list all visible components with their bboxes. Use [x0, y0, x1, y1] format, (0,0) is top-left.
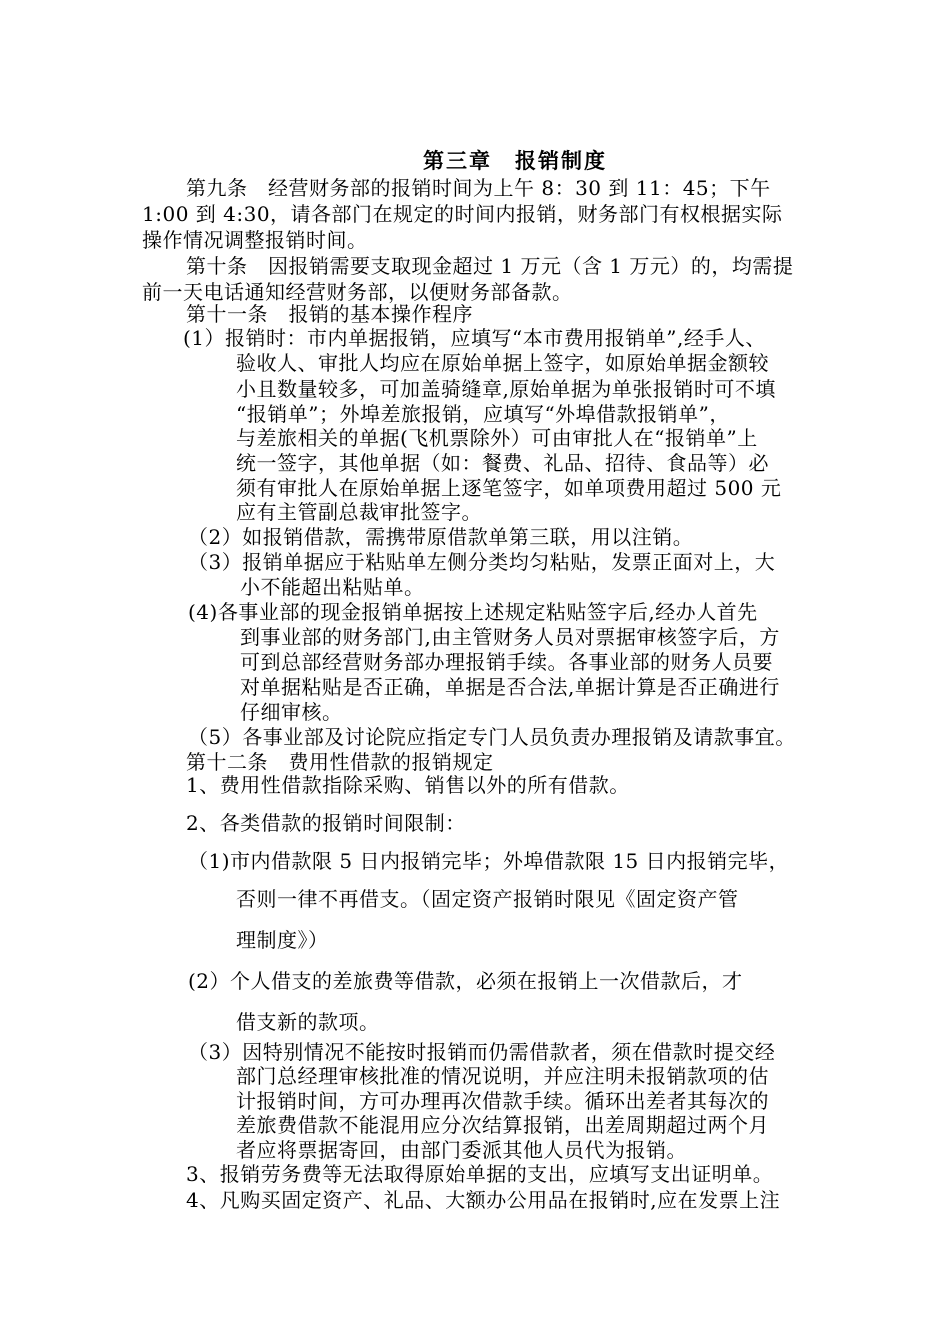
- text-line: （1)市内借款限 5 日内报销完毕；外埠借款限 15 日内报销完毕，: [188, 849, 790, 873]
- text-line: 1、费用性借款指除采购、销售以外的所有借款。: [186, 773, 630, 797]
- text-line: （2）如报销借款，需携带原借款单第三联，用以注销。: [188, 525, 694, 549]
- text-line: (2）个人借支的差旅费等借款，必须在报销上一次借款后，才: [188, 969, 743, 993]
- text-line: （5）各事业部及讨论院应指定专门人员负责办理报销及请款事宜。: [188, 725, 796, 749]
- text-line: 须有审批人在原始单据上逐笔签字，如单项费用超过 500 元: [236, 476, 782, 500]
- text-line: 借支新的款项。: [236, 1010, 380, 1034]
- text-line: 3、报销劳务费等无法取得原始单据的支出，应填写支出证明单。: [186, 1162, 774, 1186]
- chapter-title: 第三章 报销制度: [423, 148, 607, 173]
- text-line: 第九条 经营财务部的报销时间为上午 8：30 到 11：45；下午: [186, 176, 771, 200]
- text-line: 4、凡购买固定资产、礼品、大额办公用品在报销时,应在发票上注: [186, 1188, 781, 1212]
- text-line: 前一天电话通知经营财务部，以便财务部备款。: [142, 280, 573, 304]
- text-line: (1）报销时：市内单据报销，应填写“本市费用报销单”,经手人、: [183, 326, 766, 350]
- text-line: 与差旅相关的单据(飞机票除外）可由审批人在“报销单”上: [236, 426, 758, 450]
- text-line: 者应将票据寄回，由部门委派其他人员代为报销。: [236, 1138, 687, 1162]
- text-line: （3）因特别情况不能按时报销而仍需借款者，须在借款时提交经: [188, 1040, 776, 1064]
- text-line: 2、各类借款的报销时间限制：: [186, 811, 466, 835]
- text-line: 仔细审核。: [240, 700, 343, 724]
- text-line: 统一签字，其他单据（如：餐费、礼品、招待、食品等）必: [236, 451, 769, 475]
- text-line: 部门总经理审核批准的情况说明，并应注明未报销款项的估: [236, 1064, 769, 1088]
- text-line: 对单据粘贴是否正确，单据是否合法,单据计算是否正确进行: [240, 675, 780, 699]
- text-line: （3）报销单据应于粘贴单左侧分类均匀粘贴，发票正面对上，大: [188, 550, 776, 574]
- text-line: 第十条 因报销需要支取现金超过 1 万元（含 1 万元）的，均需提: [186, 254, 794, 278]
- text-line: 1:00 到 4:30，请各部门在规定的时间内报销，财务部门有权根据实际: [142, 202, 783, 226]
- text-line: 差旅费借款不能混用应分次结算报销，出差周期超过两个月: [236, 1113, 769, 1137]
- text-line: 验收人、审批人均应在原始单据上签字，如原始单据金额较: [236, 351, 769, 375]
- text-line: 应有主管副总裁审批签字。: [236, 500, 482, 524]
- text-line: 第十一条 报销的基本操作程序: [186, 302, 473, 326]
- text-line: 第十二条 费用性借款的报销规定: [186, 750, 494, 774]
- text-line: 可到总部经营财务部办理报销手续。各事业部的财务人员要: [240, 650, 773, 674]
- text-line: 计报销时间，方可办理再次借款手续。循环出差者其每次的: [236, 1089, 769, 1113]
- text-line: 小且数量较多，可加盖骑缝章,原始单据为单张报销时可不填: [236, 377, 776, 401]
- text-line: (4)各事业部的现金报销单据按上述规定粘贴签字后,经办人首先: [188, 600, 758, 624]
- text-line: 否则一律不再借支。（固定资产报销时限见《固定资产管: [236, 887, 739, 911]
- text-line: “报销单”；外埠差旅报销，应填写“外埠借款报销单”，: [236, 402, 730, 426]
- text-line: 操作情况调整报销时间。: [142, 228, 368, 252]
- text-line: 理制度》）: [236, 928, 329, 952]
- text-line: 到事业部的财务部门,由主管财务人员对票据审核签字后，方: [240, 625, 780, 649]
- text-line: 小不能超出粘贴单。: [240, 575, 425, 599]
